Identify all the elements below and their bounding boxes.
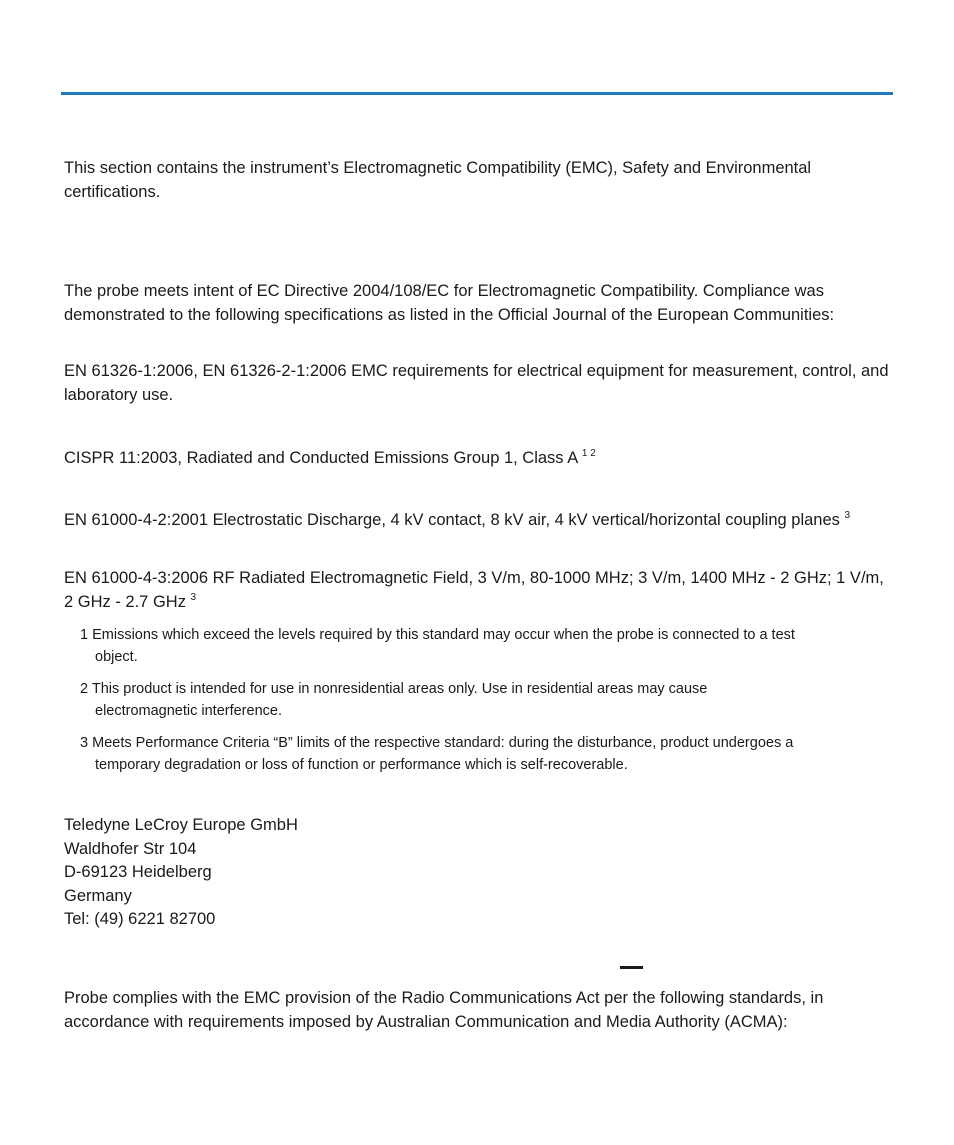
cispr-paragraph xyxy=(64,447,894,471)
footnote-number: 2 xyxy=(80,681,89,697)
en61000-4-3-text: EN 61000-4-3:2006 RF Radiated Electromagnetic Field, 3 V/m, 80-1000 MHz; 3 V/m, 1400 MHz - 2 GHz; 1 V/m, 2 GHz - 2.7 GHz xyxy=(64,569,884,611)
cispr-text: CISPR 11:2003, Radiated and Conducted Emissions Group 1, Class A xyxy=(64,449,578,467)
header-rule xyxy=(61,92,893,95)
address-street: Waldhofer Str 104 xyxy=(64,839,197,858)
en61326-paragraph: EN 61326-1:2006, EN 61326-2-1:2006 EMC requirements for electrical equipment for measurement, control, and laboratory use. xyxy=(64,362,889,404)
address-city: D-69123 Heidelberg xyxy=(64,863,212,881)
emc-directive-paragraph: The probe meets intent of EC Directive 2004/108/EC for Electromagnetic Compatibility. Compliance was demonstrated to the following specifications as listed in the Official Journal of the European Communities: xyxy=(64,282,835,324)
footnote-text-continued: electromagnetic interference. xyxy=(95,703,282,719)
address-block xyxy=(64,814,464,932)
footnote-text: Meets Performance Criteria “B” limits of the respective standard: during the disturbance, product undergoes a xyxy=(92,735,794,751)
footnote-number: 3 xyxy=(80,735,89,751)
address-company: Teledyne LeCroy Europe GmbH xyxy=(64,816,298,834)
footnote-number: 1 xyxy=(80,627,89,643)
footnote-1 xyxy=(80,624,894,668)
footnote-text-continued: temporary degradation or loss of function or performance which is self-recoverable. xyxy=(95,757,628,773)
en61000-4-2-footnote-ref: 3 xyxy=(844,510,851,521)
section-dash xyxy=(620,966,643,969)
address-telephone: Tel: (49) 6221 82700 xyxy=(64,910,216,928)
en61000-4-2-paragraph xyxy=(64,509,894,533)
australia-paragraph: Probe complies with the EMC provision of the Radio Communications Act per the following standards, in accordance with requirements imposed by Australian Communication and Media Authority (ACMA): xyxy=(64,989,824,1031)
address-country: Germany xyxy=(64,886,132,905)
footnote-text-continued: object. xyxy=(95,649,138,665)
en61000-4-3-footnote-ref: 3 xyxy=(190,591,197,603)
footnote-text: This product is intended for use in nonresidential areas only. Use in residential areas may cause xyxy=(91,681,708,697)
intro-paragraph: This section contains the instrument’s Electromagnetic Compatibility (EMC), Safety and Environmental certifications. xyxy=(64,159,812,201)
footnote-2 xyxy=(80,678,894,722)
footnote-3 xyxy=(80,732,894,776)
en61000-4-3-paragraph xyxy=(64,567,894,614)
footnote-text: Emissions which exceed the levels required by this standard may occur when the probe is connected to a test xyxy=(92,627,795,643)
cispr-footnote-ref: 1 2 xyxy=(581,448,596,459)
en61000-4-2-text: EN 61000-4-2:2001 Electrostatic Discharge, 4 kV contact, 8 kV air, 4 kV vertical/horizontal coupling planes xyxy=(64,511,840,529)
